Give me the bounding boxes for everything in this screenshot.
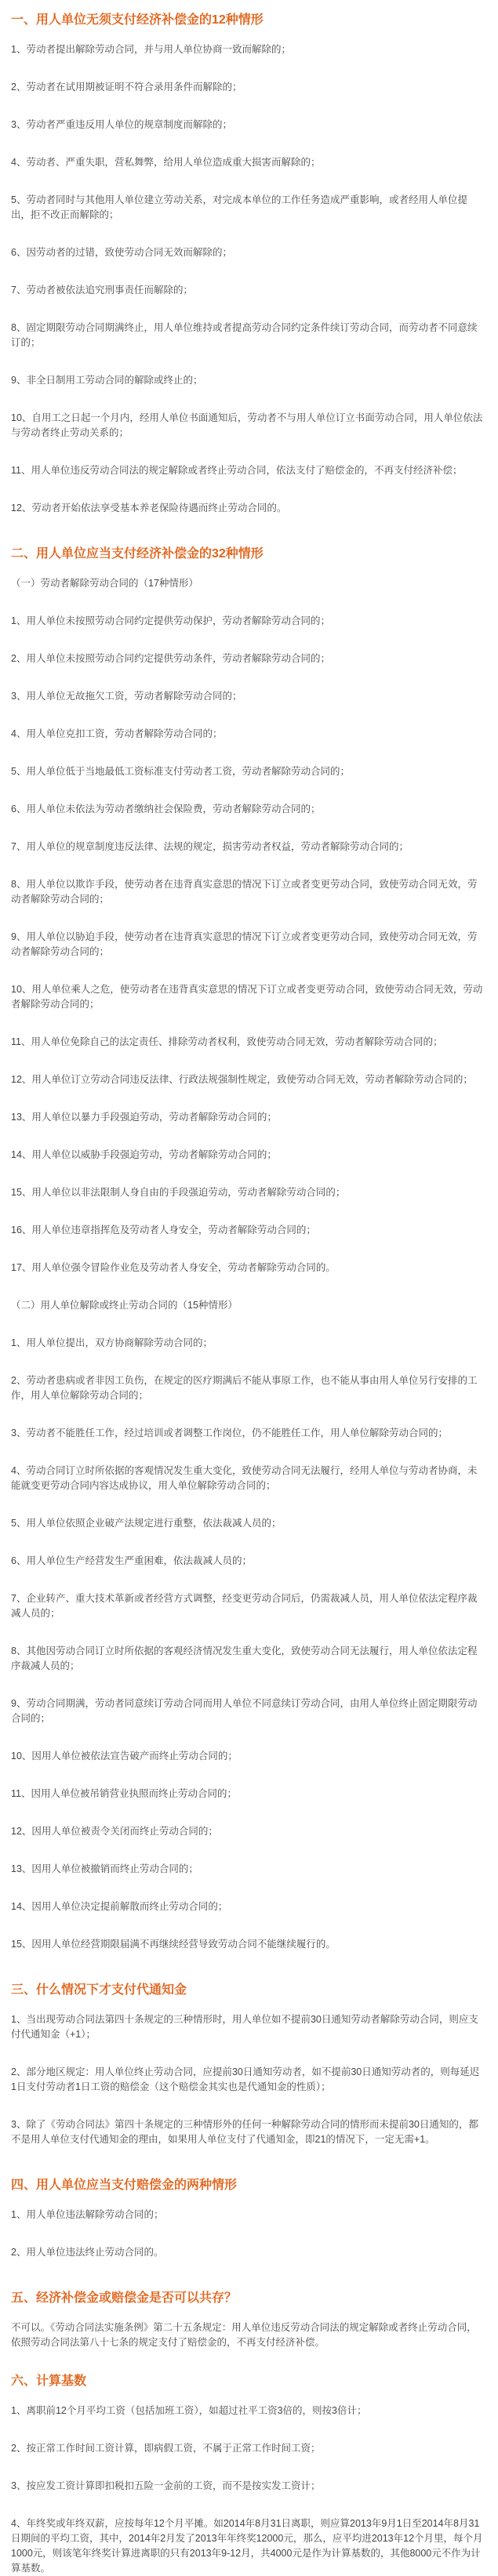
list-item: 9、劳动合同期满，劳动者同意续订劳动合同而用人单位不同意续订劳动合同，由用人单位终止固定期限劳动合同的；	[11, 1698, 478, 1724]
list-item: 3、劳动者严重违反用人单位的规章制度而解除的；	[11, 119, 232, 130]
list-item: 1、用人单位提出，双方协商解除劳动合同的；	[11, 1337, 213, 1348]
list-item: 10、因用人单位被依法宣告破产而终止劳动合同的；	[11, 1751, 238, 1761]
list-item: 4、劳动合同订立时所依据的客观情况发生重大变化，致使劳动合同无法履行，经用人单位与劳动者协商，未能就变更劳动合同内容达成协议，用人单位解除劳动合同的；	[11, 1465, 478, 1491]
section-5-paragraph: 不可以。《劳动合同法实施条例》第二十五条规定：用人单位违反劳动合同法的规定解除或者终止劳动合同，依照劳动合同法第八十七条的规定支付了赔偿金的，不再支付经济补偿。	[11, 2322, 477, 2348]
list-item: 16、用人单位违章指挥危及劳动者人身安全，劳动者解除劳动合同的；	[11, 1225, 316, 1235]
list-item: 7、劳动者被依法追究刑事责任而解除的；	[11, 285, 193, 296]
list-item: 2、劳动者在试用期被证明不符合录用条件而解除的；	[11, 82, 242, 93]
list-item: 14、因用人单位决定提前解散而终止劳动合同的；	[11, 1901, 228, 1912]
list-item: 12、用人单位订立劳动合同违反法律、行政法规强制性规定，致使劳动合同无效，劳动者解除劳动合同的；	[11, 1074, 473, 1085]
list-item: 3、用人单位无故拖欠工资，劳动者解除劳动合同的；	[11, 691, 242, 702]
list-item: 2、劳动者患病或者非因工负伤，在规定的医疗期满后不能从事原工作，也不能从事由用人单位另行安排的工作，用人单位解除劳动合同的；	[11, 1375, 478, 1401]
list-item: 6、用人单位生产经营发生严重困难，依法裁减人员的；	[11, 1555, 252, 1566]
list-item: 5、用人单位低于当地最低工资标准支付劳动者工资，劳动者解除劳动合同的；	[11, 766, 350, 777]
list-item: 1、离职前12个月平均工资（包括加班工资），如超过社平工资3倍的，则按3倍计；	[11, 2405, 367, 2416]
section-2	[11, 539, 484, 1952]
article-page	[0, 5, 498, 2574]
list-item: 3、劳动者不能胜任工作，经过培训或者调整工作岗位，仍不能胜任工作，用人单位解除劳动合同的；	[11, 1428, 448, 1439]
list-item: 14、用人单位以威胁手段强迫劳动，劳动者解除劳动合同的；	[11, 1149, 277, 1160]
list-item: 3、按应发工资计算即扣税扣五险一金前的工资，而不是按实发工资计；	[11, 2480, 321, 2491]
subgroup-heading: （二）用人单位解除或终止劳动合同的（15种情形）	[11, 1300, 238, 1311]
list-item: 6、因劳动者的过错，致使劳动合同无效而解除的；	[11, 247, 232, 258]
list-item: 11、用人单位免除自己的法定责任、排除劳动者权利，致使劳动合同无效，劳动者解除劳动合同的；	[11, 1036, 443, 1047]
list-item: 5、用人单位依照企业破产法规定进行重整，依法裁减人员的；	[11, 1518, 282, 1529]
list-item: 13、因用人单位被撤销而终止劳动合同的；	[11, 1863, 198, 1874]
list-item: 8、用人单位以欺诈手段，使劳动者在违背真实意思的情况下订立或者变更劳动合同，致使劳动合同无效，劳动者解除劳动合同的；	[11, 879, 478, 905]
list-item: 1、当出现劳动合同法第四十条规定的三种情形时，用人单位如不提前30日通知劳动者解除劳动合同，则应支付代通知金（+1）；	[11, 2014, 478, 2040]
list-item: 9、非全日制用工劳动合同的解除或终止的；	[11, 375, 203, 386]
list-item: 13、用人单位以暴力手段强迫劳动，劳动者解除劳动合同的；	[11, 1112, 277, 1123]
list-item: 4、年终奖或年终双薪，应按每年12个月平摊。如2014年8月31日离职，则应算2013年9月1日至2014年8月31日期间的平均工资，其中，2014年2月发了2013年年终奖12000元，那么，应平均进2013年12个月里，每个月1000元，则该笔年终奖计算进离职的只有2013年9-12月，共4000元是作为计算基数的，其他8000元不作为计算基数。	[11, 2518, 483, 2574]
list-item: 17、用人单位强令冒险作业危及劳动者人身安全，劳动者解除劳动合同的。	[11, 1262, 336, 1273]
list-item: 8、其他因劳动合同订立时所依据的客观经济情况发生重大变化，致使劳动合同无法履行，用人单位依法定程序裁减人员的；	[11, 1645, 478, 1671]
list-item: 11、用人单位违反劳动合同法的规定解除或者终止劳动合同，依法支付了赔偿金的，不再支付经济补偿；	[11, 465, 463, 476]
list-item: 2、用人单位未按照劳动合同约定提供劳动条件，劳动者解除劳动合同的；	[11, 653, 330, 664]
list-item: 12、因用人单位被责令关闭而终止劳动合同的；	[11, 1826, 218, 1837]
section-1-title: 一、用人单位无须支付经济补偿金的12种情形	[11, 13, 264, 27]
list-item: 2、部分地区规定：用人单位终止劳动合同，应提前30日通知劳动者，如不提前30日通知劳动者的，则每延迟1日支付劳动者1日工资的赔偿金（这个赔偿金其实也是代通知金的性质）；	[11, 2066, 480, 2092]
list-item: 5、劳动者同时与其他用人单位建立劳动关系，对完成本单位的工作任务造成严重影响，或者经用人单位提出，拒不改正而解除的；	[11, 194, 467, 220]
list-item: 10、用人单位乘人之危，使劳动者在违背真实意思的情况下订立或者变更劳动合同，致使劳动合同无效，劳动者解除劳动合同的；	[11, 984, 483, 1010]
section-6	[11, 2366, 484, 2576]
section-4-title: 四、用人单位应当支付赔偿金的两种情形	[11, 2178, 238, 2192]
list-item: 3、除了《劳动合同法》第四十条规定的三种情形外的任何一种解除劳动合同的情形而未提前30日通知的，都不是用人单位支付代通知金的理由，如果用人单位支付了代通知金，即21的情况下，一定无需+1。	[11, 2119, 478, 2145]
section-6-title: 六、计算基数	[11, 2374, 87, 2388]
list-item: 7、企业转产、重大技术革新或者经营方式调整，经变更劳动合同后，仍需裁减人员，用人单位依法定程序裁减人员的；	[11, 1593, 478, 1619]
section-5	[11, 2283, 484, 2350]
list-item: 4、用人单位克扣工资，劳动者解除劳动合同的；	[11, 728, 223, 739]
list-item: 1、劳动者提出解除劳动合同，并与用人单位协商一致而解除的；	[11, 44, 291, 55]
list-item: 8、固定期限劳动合同期满终止，用人单位维持或者提高劳动合同约定条件续订劳动合同，而劳动者不同意续订的；	[11, 322, 478, 348]
subgroup-heading: （一）劳动者解除劳动合同的（17种情形）	[11, 578, 198, 589]
section-3	[11, 1975, 484, 2147]
list-item: 12、劳动者开始依法享受基本养老保险待遇而终止劳动合同的。	[11, 503, 287, 513]
section-3-title: 三、什么情况下才支付代通知金	[11, 1983, 187, 1997]
list-item: 1、用人单位未按照劳动合同约定提供劳动保护，劳动者解除劳动合同的；	[11, 615, 330, 626]
section-2-title: 二、用人单位应当支付经济补偿金的32种情形	[11, 546, 264, 561]
list-item: 10、自用工之日起一个月内，经用人单位书面通知后，劳动者不与用人单位订立书面劳动合同，用人单位依法与劳动者终止劳动关系的；	[11, 412, 483, 438]
list-item: 9、用人单位以胁迫手段，使劳动者在违背真实意思的情况下订立或者变更劳动合同，致使劳动合同无效，劳动者解除劳动合同的；	[11, 931, 478, 957]
section-4	[11, 2170, 484, 2260]
list-item: 2、按正常工作时间工资计算，即病假工资，不属于正常工作时间工资；	[11, 2443, 321, 2454]
list-item: 11、因用人单位被吊销营业执照而终止劳动合同的；	[11, 1788, 237, 1799]
list-item: 15、因用人单位经营期限届满不再继续经营导致劳动合同不能继续履行的。	[11, 1939, 336, 1950]
list-item: 4、劳动者、严重失职，营私舞弊，给用人单位造成重大损害而解除的；	[11, 157, 321, 168]
section-1	[11, 5, 484, 516]
section-5-title: 五、经济补偿金或赔偿金是否可以共存？	[11, 2291, 238, 2305]
list-item: 1、用人单位违法解除劳动合同的；	[11, 2209, 164, 2220]
list-item: 2、用人单位违法终止劳动合同的。	[11, 2247, 164, 2258]
list-item: 15、用人单位以非法限制人身自由的手段强迫劳动，劳动者解除劳动合同的；	[11, 1187, 346, 1198]
list-item: 7、用人单位的规章制度违反法律、法规的规定，损害劳动者权益，劳动者解除劳动合同的；	[11, 841, 409, 852]
list-item: 6、用人单位未依法为劳动者缴纳社会保险费，劳动者解除劳动合同的；	[11, 804, 321, 815]
